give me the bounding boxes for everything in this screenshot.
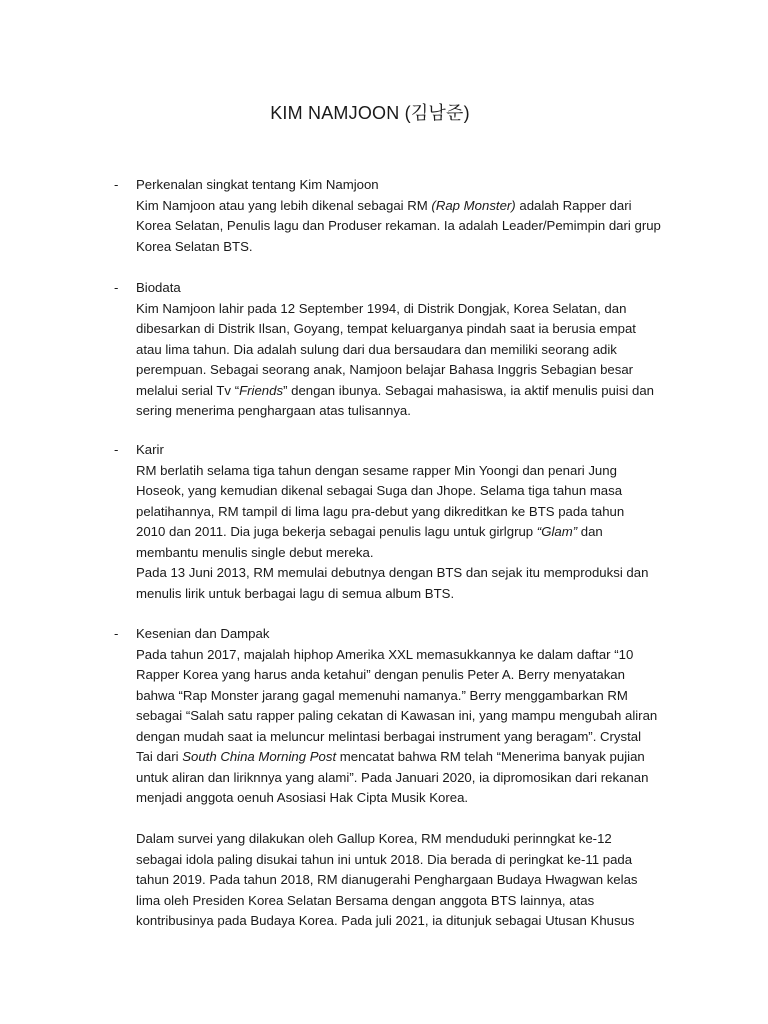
bullet-dash: - bbox=[114, 626, 119, 641]
section-kesenian bbox=[114, 624, 704, 932]
section-introduction bbox=[114, 175, 704, 257]
section-paragraph: Dalam survei yang dilakukan oleh Gallup Korea, RM menduduki perinngkat ke-12 sebagai idola paling disukai tahun ini untuk 2018. Dia berada di peringkat ke-11 pada tahun 2019. Pada tahun 2018, RM dianugerahi Penghargaan Budaya Hwagwan kelas lima oleh Presiden Korea Selatan Bersama dengan anggota BTS lainnya, atas kontribusinya pada Budaya Korea. Pada juli 2021, ia ditunjuk sebagai Utusan Khusus bbox=[136, 831, 638, 928]
section-paragraph: RM berlatih selama tiga tahun dengan sesame rapper Min Yoongi dan penari Jung Hoseok, yang kemudian dikenal sebagai Suga dan Jhope. Selama tiga tahun masa pelatihannya, RM tampil di lima lagu pra-debut yang dikreditkan ke BTS pada tahun 2010 dan 2011. Dia juga bekerja sebagai penulis lagu untuk girlgrup “Glam” dan membantu menulis single debut mereka. bbox=[136, 462, 625, 560]
section-paragraph: Kim Namjoon atau yang lebih dikenal sebagai RM (Rap Monster) adalah Rapper dari Korea Selatan, Penulis lagu dan Produser rekaman. Ia adalah Leader/Pemimpin dari grup Korea Selatan BTS. bbox=[136, 197, 661, 254]
section-paragraph: Kim Namjoon lahir pada 12 September 1994, di Distrik Dongjak, Korea Selatan, dan dibesarkan di Distrik Ilsan, Goyang, tempat keluarganya pindah saat ia berusia empat atau lima tahun. Dia adalah sulung dari dua bersaudara dan memiliki seorang adik perempuan. Sebagai seorang anak, Namjoon belajar Bahasa Inggris Sebagian besar melalui serial Tv “Friends” dengan ibunya. Sebagai mahasiswa, ia aktif menulis puisi dan sering menerima penghargaan atas tulisannya. bbox=[136, 300, 655, 418]
section-biodata bbox=[114, 278, 704, 422]
section-heading: Karir bbox=[136, 442, 164, 457]
document-title: KIM NAMJOON (김남준) bbox=[270, 103, 470, 123]
section-paragraph: Pada tahun 2017, majalah hiphop Amerika XXL memasukkannya ke dalam daftar “10 Rapper Korea yang harus anda ketahui” dengan penulis Peter A. Berry menyatakan bahwa “Rap Monster jarang gagal memenuhi namanya.” Berry menggambarkan RM sebagai “Salah satu rapper paling cekatan di Kawasan ini, yang mampu mengubah aliran dengan mudah saat ia meluncur melintasi berbagai instrument yang beragam”. Crystal Tai dari South China Morning Post mencatat bahwa RM telah “Menerima banyak pujian untuk aliran dan liriknnya yang alami”. Pada Januari 2020, ia dipromosikan dari rekanan menjadi anggota oenuh Asosiasi Hak Cipta Musik Korea. bbox=[136, 646, 658, 805]
section-heading: Perkenalan singkat tentang Kim Namjoon bbox=[136, 177, 379, 192]
bullet-dash: - bbox=[114, 442, 119, 457]
section-paragraph: Pada 13 Juni 2013, RM memulai debutnya dengan BTS dan sejak itu memproduksi dan menulis lirik untuk berbagai lagu di semua album BTS. bbox=[136, 565, 649, 601]
bullet-dash: - bbox=[114, 280, 119, 295]
section-heading: Kesenian dan Dampak bbox=[136, 626, 270, 641]
section-heading: Biodata bbox=[136, 280, 181, 295]
section-karir bbox=[114, 440, 704, 604]
bullet-dash: - bbox=[114, 177, 119, 192]
